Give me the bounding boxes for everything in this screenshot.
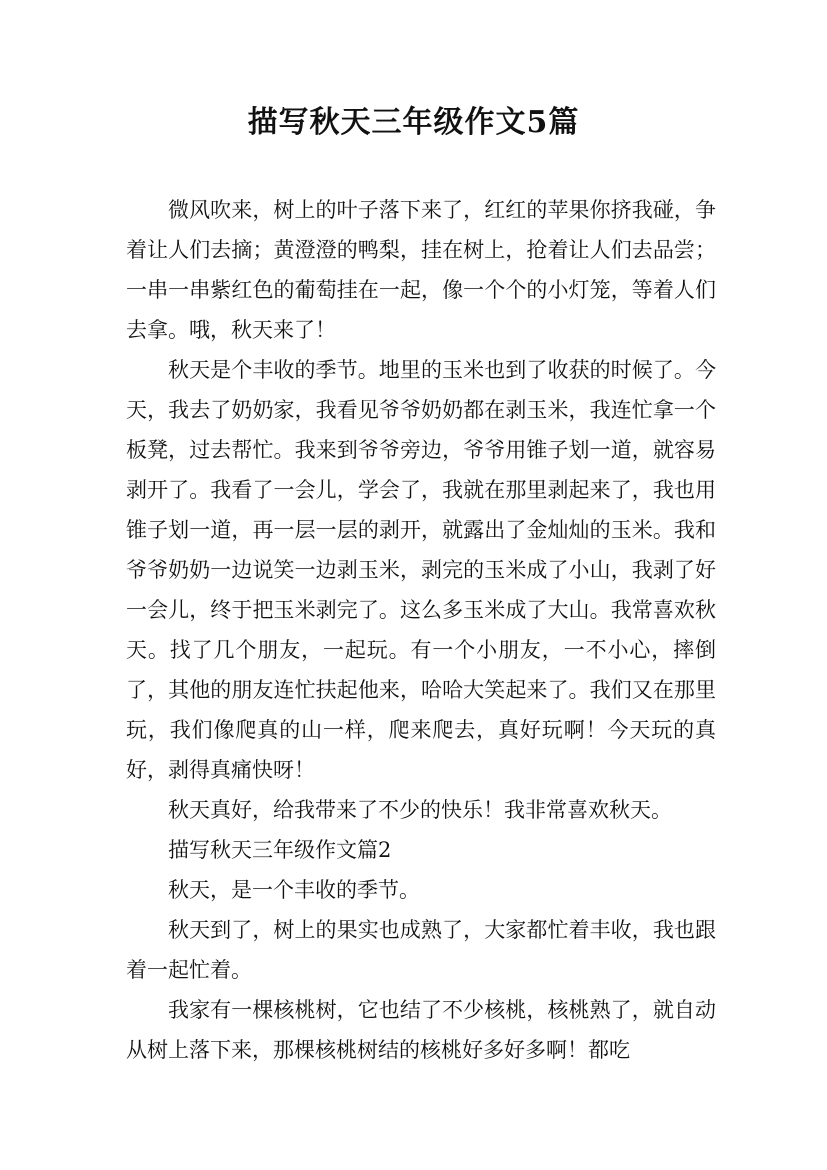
document-title: 描写秋天三年级作文5篇 [247, 105, 580, 140]
paragraph: 我家有一棵核桃树，它也结了不少核桃，核桃熟了，就自动从树上落下来，那棵核桃树结的核桃好多好多啊！都吃 [126, 998, 716, 1062]
document-body [126, 190, 716, 1070]
paragraph: 秋天到了，树上的果实也成熟了，大家都忙着丰收，我也跟着一起忙着。 [126, 918, 716, 982]
section-heading: 描写秋天三年级作文篇2 [168, 838, 392, 862]
paragraph: 秋天真好，给我带来了不少的快乐！我非常喜欢秋天。 [168, 798, 672, 822]
paragraph: 微风吹来，树上的叶子落下来了，红红的苹果你挤我碰，争着让人们去摘；黄澄澄的鸭梨，挂在树上，抢着让人们去品尝；一串一串紫红色的葡萄挂在一起，像一个个的小灯笼，等着人们去拿。哦，秋天来了！ [126, 198, 716, 342]
paragraph: 秋天，是一个丰收的季节。 [168, 878, 420, 902]
paragraph: 秋天是个丰收的季节。地里的玉米也到了收获的时候了。今天，我去了奶奶家，我看见爷爷奶奶都在剥玉米，我连忙拿一个板凳，过去帮忙。我来到爷爷旁边，爷爷用锥子划一道，就容易剥开了。我看了一会儿，学会了，我就在那里剥起来了，我也用锥子划一道，再一层一层的剥开，就露出了金灿灿的玉米。我和爷爷奶奶一边说笑一边剥玉米，剥完的玉米成了小山，我剥了好一会儿，终于把玉米剥完了。这么多玉米成了大山。我常喜欢秋天。找了几个朋友，一起玩。有一个小朋友，一不小心，摔倒了，其他的朋友连忙扶起他来，哈哈大笑起来了。我们又在那里玩，我们像爬真的山一样，爬来爬去，真好玩啊！今天玩的真好，剥得真痛快呀！ [126, 358, 716, 782]
